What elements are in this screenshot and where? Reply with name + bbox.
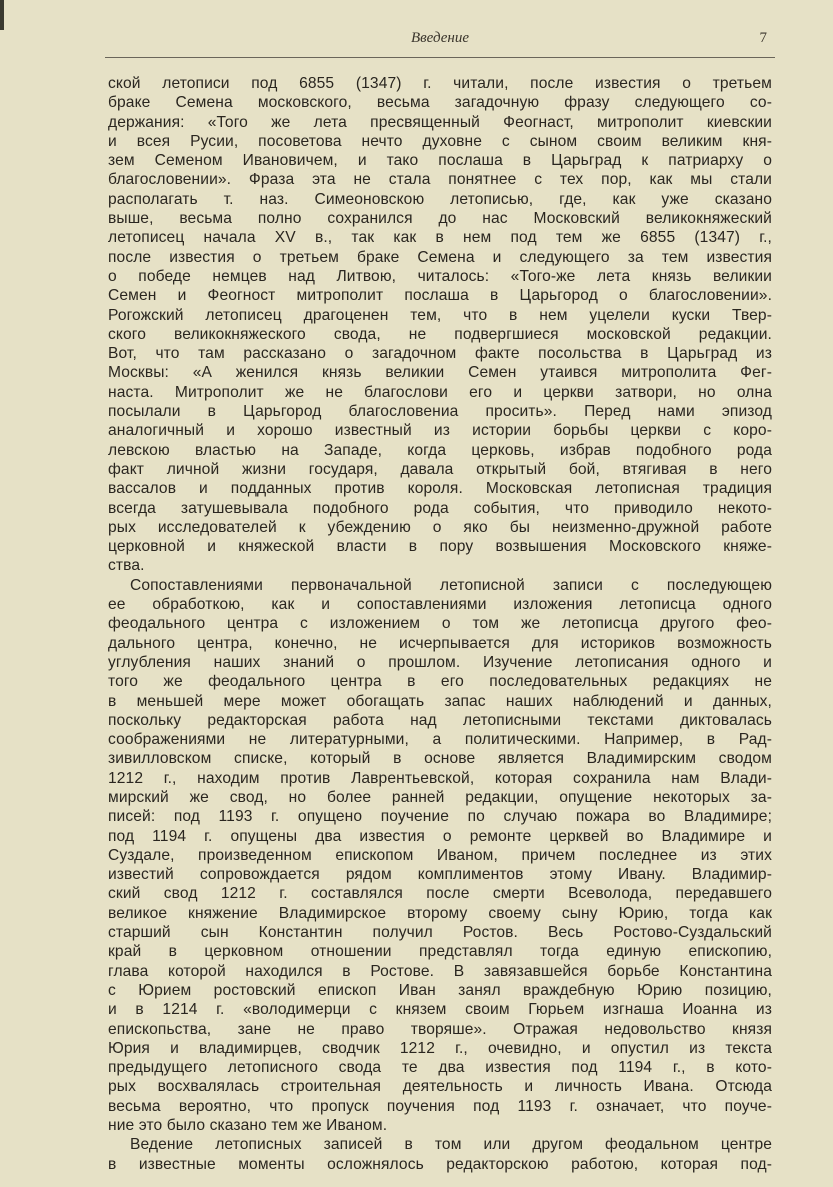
text-line: Вот, что там рассказано о загадочном факте посольства в Царьград из [108, 345, 772, 363]
text-line: мирский же свод, но более ранней редакции, опущение некоторых за- [108, 788, 772, 806]
text-line: ский свод 1212 г. составлялся после смерти Всеволода, передавшего [108, 885, 772, 903]
paragraph [108, 74, 772, 576]
text-line: вассалов и подданных против короля. Московская летописная традиция [108, 480, 772, 498]
text-line: в известные моменты осложнялось редакторскою работою, которая под- [108, 1155, 772, 1173]
text-line: и в 1214 г. «володимерци с князем своим Гюрьем изгнаша Иоанна из [108, 1001, 772, 1019]
text-line: факт личной жизни государя, давала открытый бой, втягивая в него [108, 460, 772, 478]
text-line: феодального центра с изложением о том же летописца другого фео- [108, 615, 772, 633]
page-number: 7 [759, 30, 767, 46]
text-line: Москвы: «А женился князь великии Семен утаився митрополита Фег- [108, 364, 772, 382]
text-line: держания: «Того же лета пресвященный Феогнаст, митрополит киевскии [108, 113, 772, 131]
text-line: ского великокняжеского свода, не подвергшиеся московской редакции. [108, 325, 772, 343]
text-line: Юрия и владимирцев, сводчик 1212 г., очевидно, и опустил из текста [108, 1039, 772, 1057]
text-line: левскою властью на Западе, когда церковь, избрав подобного рода [108, 441, 772, 459]
text-line: с Юрием ростовский епископ Иван занял враждебную Юрию позицию, [108, 981, 772, 999]
scan-edge-mark [0, 0, 4, 30]
text-line: известий сопровождается рядом комплиментов этому Ивану. Владимир- [108, 866, 772, 884]
text-line: великое княжение Владимирское второму своему сыну Юрию, тогда как [108, 904, 772, 922]
body-text [108, 74, 772, 1174]
text-line: край в церковном отношении представлял тогда единую епископию, [108, 943, 772, 961]
text-line: Семен и Феогност митрополит послаша в Царьгород о благословении». [108, 287, 772, 305]
running-header [105, 30, 775, 52]
text-line: Сопоставлениями первоначальной летописной записи с последующею [130, 576, 772, 594]
text-line: ской летописи под 6855 (1347) г. читали, после известия о третьем [108, 75, 772, 92]
text-line: благословении». Фраза эта не стала понятнее с тех пор, как мы стали [108, 171, 772, 189]
text-line: рых исследователей к убеждению о яко бы неизменно-дружной работе [108, 518, 772, 536]
text-line: ства. [108, 557, 145, 575]
text-line: писей: под 1193 г. опущено поучение по случаю пожара во Владимире; [108, 808, 772, 826]
text-line: аналогичный и хорошо известный из истории борьбы церкви с коро- [108, 422, 772, 440]
text-line: о победе немцев над Литвою, читалось: «Того-же лета князь великии [108, 267, 772, 285]
text-line: браке Семена московского, весьма загадочную фразу следующего со- [108, 94, 772, 112]
text-line: предыдущего летописного свода те два известия под 1194 г., в кото- [108, 1059, 772, 1077]
text-line: Рогожский летописец драгоценен тем, что в нем уцелели куски Твер- [108, 306, 772, 324]
text-line: поскольку редакторская работа над летописными текстами диктовалась [108, 711, 772, 729]
text-line: глава которой находился в Ростове. В завязавшейся борьбе Константина [108, 962, 772, 980]
header-rule [105, 57, 775, 58]
text-line: в меньшей мере может обогащать запас наших наблюдений и данных, [108, 692, 772, 710]
text-line: наста. Митрополит же не благослови его и церкви затвори, но олна [108, 383, 772, 401]
text-line: располагать т. наз. Симеоновскою летописью, где, как уже сказано [108, 190, 772, 208]
text-line: ние это было сказано тем же Иваном. [108, 1117, 388, 1135]
text-line: выше, весьма полно сохранился до нас Московский великокняжеский [108, 210, 772, 228]
text-line: зем Семеном Ивановичем, и тако послаша в Царьград к патриарху о [108, 152, 772, 170]
text-line: церковной и княжеской власти в пору возвышения Московского княже- [108, 538, 772, 556]
text-line: того же феодального центра в его последовательных редакциях не [108, 673, 772, 691]
text-line: рых восхвалялась строительная деятельность и личность Ивана. Отсюда [108, 1078, 772, 1096]
text-line: весьма вероятно, что пропуск поучения под 1193 г. означает, что поуче- [108, 1097, 772, 1115]
running-title: Введение [411, 30, 469, 46]
text-line: Ведение летописных записей в том или другом феодальном центре [130, 1136, 772, 1154]
text-line: старший сын Константин получил Ростов. Весь Ростово-Суздальский [108, 924, 772, 942]
text-line: посылали в Царьгород благословениа просить». Перед нами эпизод [108, 403, 772, 421]
text-line: и всея Русии, посоветова нечто духовне с сыном своим великим кня- [108, 132, 772, 150]
text-line: Суздале, произведенном епископом Иваном, причем последнее из этих [108, 846, 772, 864]
text-line: дального центра, конечно, не исчерпывается для историков возможность [108, 634, 772, 652]
paragraph [108, 576, 772, 1136]
text-line: под 1194 г. опущены два известия о ремонте церквей во Владимире и [108, 827, 772, 845]
text-line: зивилловском списке, который в основе является Владимирским сводом [108, 750, 772, 768]
paragraph [108, 1135, 772, 1174]
text-line: после известия о третьем браке Семена и следующего за тем известия [108, 248, 772, 266]
text-line: 1212 г., находим против Лаврентьевской, которая сохранила нам Влади- [108, 769, 772, 787]
text-line: соображениями не литературными, а политическими. Например, в Рад- [108, 731, 772, 749]
text-line: ее обработкою, как и сопоставлениями изложения летописца одного [108, 596, 772, 614]
text-line: всегда затушевывала подобного рода события, что приводило некото- [108, 499, 772, 517]
text-line: углубления наших знаний о прошлом. Изучение летописания одного и [108, 653, 772, 671]
text-line: летописец начала XV в., так как в нем под тем же 6855 (1347) г., [108, 229, 772, 247]
text-line: епископьства, зане не право творяше». Отражая недовольство князя [108, 1020, 772, 1038]
